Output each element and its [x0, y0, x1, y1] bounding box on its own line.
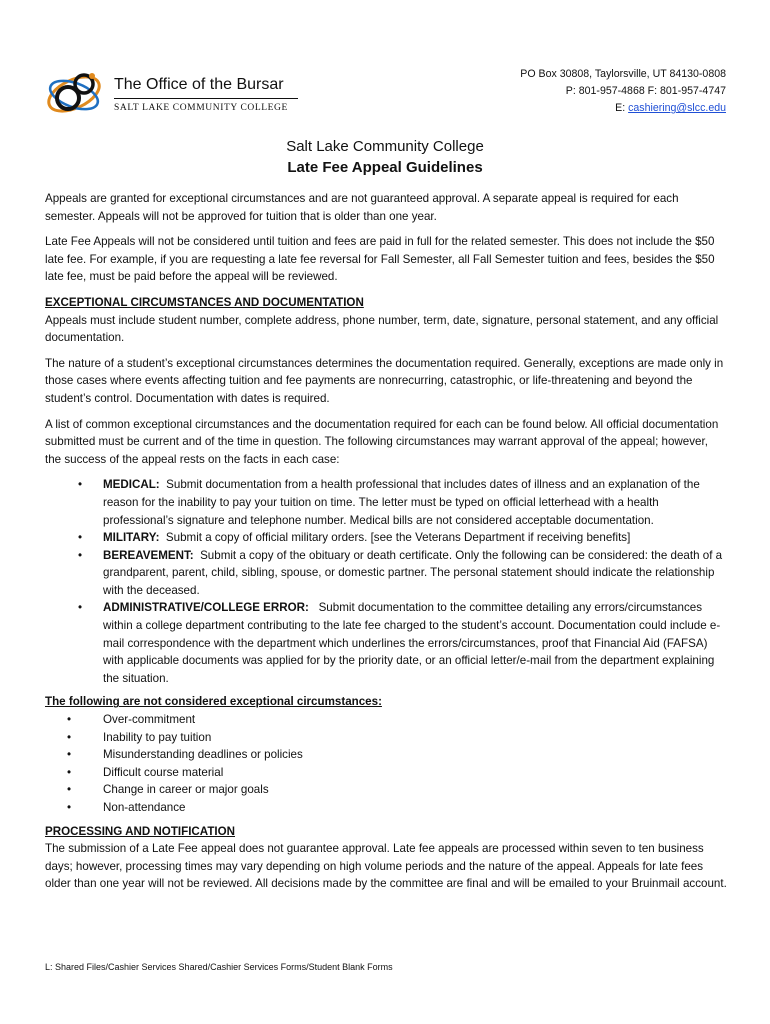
document-body: [45, 190, 727, 901]
not-considered-list: [45, 711, 727, 817]
list-item-text: Misunderstanding deadlines or policies: [103, 748, 303, 762]
list-item-medical: [45, 476, 727, 529]
item-label: MILITARY:: [103, 531, 160, 545]
item-text: Submit a copy of the obituary or death certificate. Only the following can be considered: the death of a grandparent, parent, child, sibling, spouse, or domestic partner. The personal statement should indicate the relationship with the deceased.: [103, 548, 723, 597]
list-item: [45, 799, 727, 817]
email-prefix: E:: [615, 102, 629, 114]
intro-paragraph-1: Appeals are granted for exceptional circumstances and are not guaranteed approval. A separate appeal is required for each semester. Appeals will not be approved for tuition that is older than one year.: [45, 192, 679, 223]
footer-path: L: Shared Files/Cashier Services Shared/Cashier Services Forms/Student Blank Forms: [45, 962, 393, 972]
processing-heading: PROCESSING AND NOTIFICATION: [45, 824, 236, 838]
logo-divider: [114, 98, 298, 99]
list-item-text: Difficult course material: [103, 765, 224, 779]
list-item-text: Change in career or major goals: [103, 783, 269, 797]
intro-paragraph-2: Late Fee Appeals will not be considered until tuition and fees are paid in full for the related semester. This does not include the $50 late fee. For example, if you are requesting a late fee reversal for Fall Semester, all Fall Semester tuition and fees, besides the $50 late fee, must be paid before the appeal will be reviewed.: [45, 235, 715, 284]
contact-address: PO Box 30808, Taylorsville, UT 84130-0808: [520, 68, 726, 80]
bullet-icon: •: [78, 531, 83, 545]
item-text: Submit a copy of official military orders. [see the Veterans Department if receiving benefits]: [165, 531, 631, 545]
exceptional-paragraph-3: A list of common exceptional circumstances and the documentation required for each can be found below. All official documentation submitted must be current and of the time in question. The following circumstances may warrant approval of the appeal; however, the success of the appeal rests on the facts in each case:: [45, 417, 719, 466]
bullet-icon: •: [67, 765, 72, 779]
item-text: Submit documentation from a health professional that includes dates of illness and an explanation of the reason for the inability to pay your tuition on time. The letter must be typed on official letterhead with a health professional’s signature and telephone number. Medical bills are not considered acceptable documentation.: [103, 478, 700, 527]
guidelines-title: Late Fee Appeal Guidelines: [287, 159, 483, 176]
list-item-administrative: [45, 599, 727, 687]
list-item: [45, 746, 727, 764]
bullet-icon: •: [78, 478, 83, 492]
item-label: MEDICAL:: [103, 478, 160, 492]
logo-subtitle: SALT LAKE COMMUNITY COLLEGE: [114, 103, 288, 113]
list-item-text: Inability to pay tuition: [103, 730, 212, 744]
document-title: [0, 136, 770, 179]
exceptional-paragraph-2: The nature of a student’s exceptional circumstances determines the documentation required. Generally, exceptions are made only in those cases where events affecting tuition and fee payments are nonrecurring, catastrophic, or life-threatening and beyond the student’s control. Documentation with dates is required.: [45, 356, 724, 405]
contact-phone-fax: P: 801-957-4868 F: 801-957-4747: [565, 85, 726, 97]
exceptional-paragraph-1: Appeals must include student number, complete address, phone number, term, date, signature, personal statement, and any official documentation.: [45, 313, 719, 345]
bursar-logo: [44, 64, 304, 122]
bullet-icon: •: [67, 730, 72, 744]
item-label: BEREAVEMENT:: [103, 548, 194, 562]
bursar-logo-mark-icon: [44, 64, 112, 122]
list-item: [45, 764, 727, 782]
bullet-icon: •: [67, 783, 72, 797]
exceptional-heading: EXCEPTIONAL CIRCUMSTANCES AND DOCUMENTATION: [45, 295, 364, 309]
list-item-military: [45, 529, 727, 547]
item-label: ADMINISTRATIVE/COLLEGE ERROR:: [103, 601, 309, 615]
item-text: Submit documentation to the committee detailing any errors/circumstances within a college department contributing to the late fee charged to the student’s account. Documentation could include e-mail correspondence with the department which underlines the errors/circumstances, proof that Financial Aid (FAFSA) with applicable documents was applied for by the priority date, or an official letter/e-mail from the department explaining the situation.: [103, 601, 721, 685]
bullet-icon: •: [78, 548, 83, 562]
list-item-bereavement: [45, 547, 727, 600]
contact-email-line: [520, 100, 726, 117]
list-item: [45, 711, 727, 729]
college-name: Salt Lake Community College: [286, 138, 484, 155]
bullet-icon: •: [78, 601, 83, 615]
not-considered-heading: The following are not considered exceptional circumstances:: [45, 695, 382, 709]
email-link[interactable]: cashiering@slcc.edu: [628, 102, 726, 114]
bullet-icon: •: [67, 801, 72, 814]
bullet-icon: •: [67, 713, 72, 727]
logo-title: The Office of the Bursar: [114, 76, 284, 93]
bullet-icon: •: [67, 748, 72, 762]
list-item: [45, 781, 727, 799]
list-item-text: Over-commitment: [103, 713, 196, 727]
exceptional-circumstances-list: [45, 476, 727, 687]
list-item-text: Non-attendance: [103, 801, 186, 814]
letterhead: [44, 64, 726, 124]
contact-block: [520, 66, 726, 117]
processing-paragraph: The submission of a Late Fee appeal does not guarantee approval. Late fee appeals are processed within seven to ten business days; however, processing times may vary depending on high volume periods and the nature of the appeal. Appeals for late fees older than one year will not be reviewed. All decisions made by the committee are final and will be emailed to your Bruinmail account.: [45, 842, 727, 891]
list-item: [45, 729, 727, 747]
